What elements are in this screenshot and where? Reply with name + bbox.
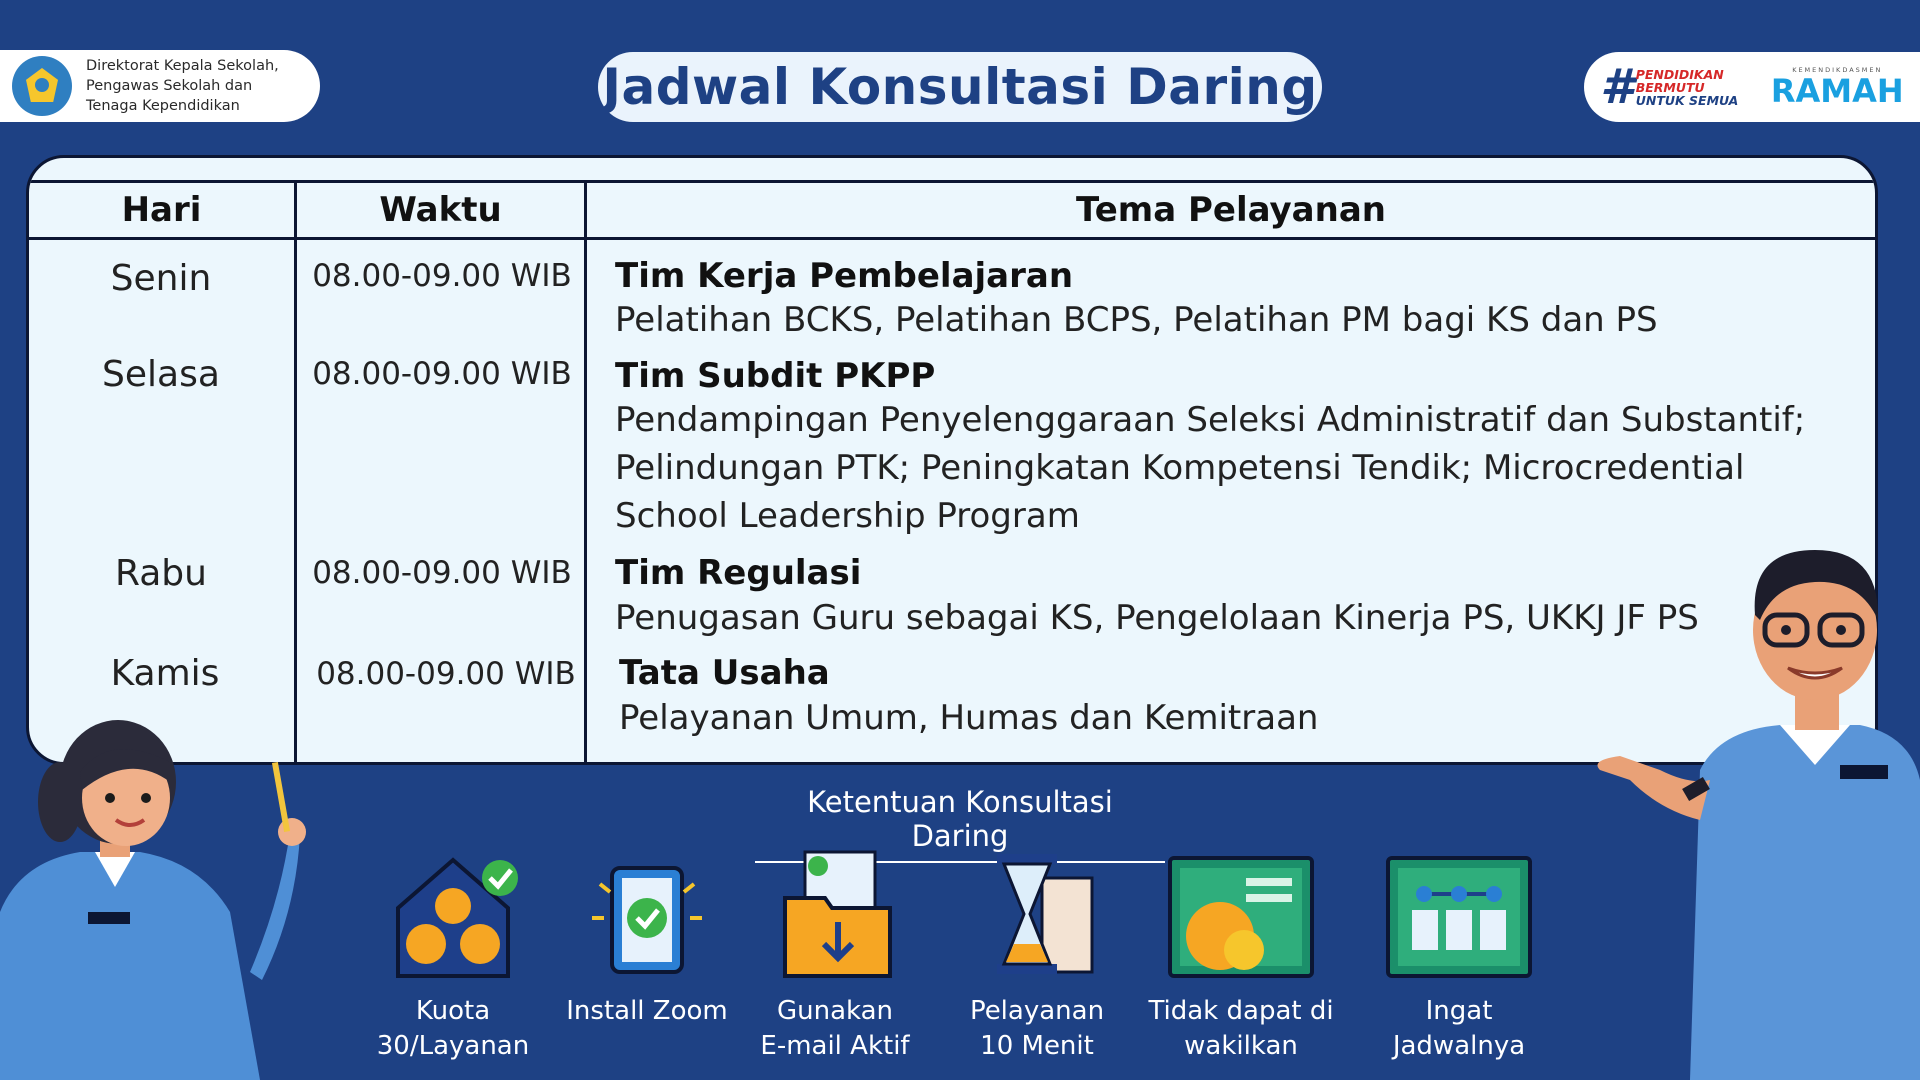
rule-label [1364,994,1554,1064]
row-team: Tim Regulasi [615,553,862,593]
row-desc-line: Pelatihan BCKS, Pelatihan BCPS, Pelatihan PM bagi KS dan PS [615,300,1658,340]
campaign-logos [1584,52,1920,122]
ramah-logo [1771,66,1904,108]
header-theme: Tema Pelayanan [1076,190,1386,230]
rule-item [1364,848,1554,1064]
hashtag-logo [1600,59,1739,115]
rule-item [942,848,1132,1064]
rule-item [552,848,742,1029]
row-day: Rabu [115,553,207,594]
header-time: Waktu [379,190,502,230]
rule-label-line: Gunakan [776,996,894,1026]
row-day: Senin [110,258,212,299]
rules-title: Ketentuan Konsultasi Daring [755,785,1165,863]
title-pill [598,52,1322,122]
rule-label-line: wakilkan [1184,1031,1298,1061]
rule-label [740,994,930,1064]
rule-label-line: 10 Menit [980,1031,1094,1061]
rule-label-line: 30/Layanan [376,1031,530,1061]
row-desc-line: Pelindungan PTK; Peningkatan Kompetensi Tendik; Microcredential [615,448,1745,488]
rule-label-line: E-mail Aktif [760,1031,910,1061]
teacher-man-illustration-icon [1560,520,1920,1080]
rule-label-line: Pelayanan [969,996,1105,1026]
rule-label [358,994,548,1064]
row-time: 08.00-09.00 WIB [316,656,576,692]
org-line-1: Direktorat Kepala Sekolah, [86,58,279,74]
org-header [0,50,320,122]
rule-item [1146,848,1336,1064]
row-desc-line: School Leadership Program [615,496,1080,536]
row-team: Tim Subdit PKPP [615,356,936,396]
rule-label-line: Kuota [415,996,491,1026]
row-day: Kamis [110,653,220,694]
org-name [86,56,279,116]
row-time: 08.00-09.00 WIB [312,356,572,392]
family-house-icon [378,848,528,980]
row-desc-line: Penugasan Guru sebagai KS, Pengelolaan Kinerja PS, UKKJ JF PS [615,598,1699,638]
ramah-caption: KEMENDIKDASMEN [1792,66,1883,74]
hashtag-symbol: # [1600,59,1634,115]
org-line-3: Tenaga Kependidikan [86,98,240,114]
row-desc-line: Pelayanan Umum, Humas dan Kemitraan [619,698,1319,738]
presentation-board-icon [1166,848,1316,980]
rule-label [552,994,742,1029]
hashtag-line-2: BERMUTU [1635,79,1705,95]
tut-wuri-logo-icon [12,56,72,116]
rule-label-line: Jadwalnya [1392,1031,1526,1061]
hourglass-icon [962,848,1112,980]
rule-item [740,848,930,1064]
hashtag-line-3: UNTUK SEMUA [1635,92,1739,108]
row-time: 08.00-09.00 WIB [312,258,572,294]
hashtag-text [1636,68,1739,107]
install-check-icon [572,848,722,980]
ramah-wordmark: RAMAH [1770,72,1904,110]
schedule-board-icon [1384,848,1534,980]
org-line-2: Pengawas Sekolah dan [86,78,253,94]
rule-label-line: Tidak dapat di [1148,996,1334,1026]
rule-item [358,848,548,1064]
header-day: Hari [121,190,202,230]
rule-label-line: Ingat [1425,996,1493,1026]
row-team: Tim Kerja Pembelajaran [615,256,1074,296]
email-download-icon [760,848,910,980]
teacher-woman-illustration-icon [0,712,320,1080]
rule-label [942,994,1132,1064]
page-title: Jadwal Konsultasi Daring [602,58,1318,116]
row-team: Tata Usaha [619,653,830,693]
rule-label [1146,994,1336,1064]
rule-label-line: Install Zoom [566,996,728,1026]
row-time: 08.00-09.00 WIB [312,555,572,591]
row-day: Selasa [102,354,220,395]
hashtag-line-1: PENDIDIKAN [1635,66,1724,82]
row-desc-line: Pendampingan Penyelenggaraan Seleksi Administratif dan Substantif; [615,400,1806,440]
